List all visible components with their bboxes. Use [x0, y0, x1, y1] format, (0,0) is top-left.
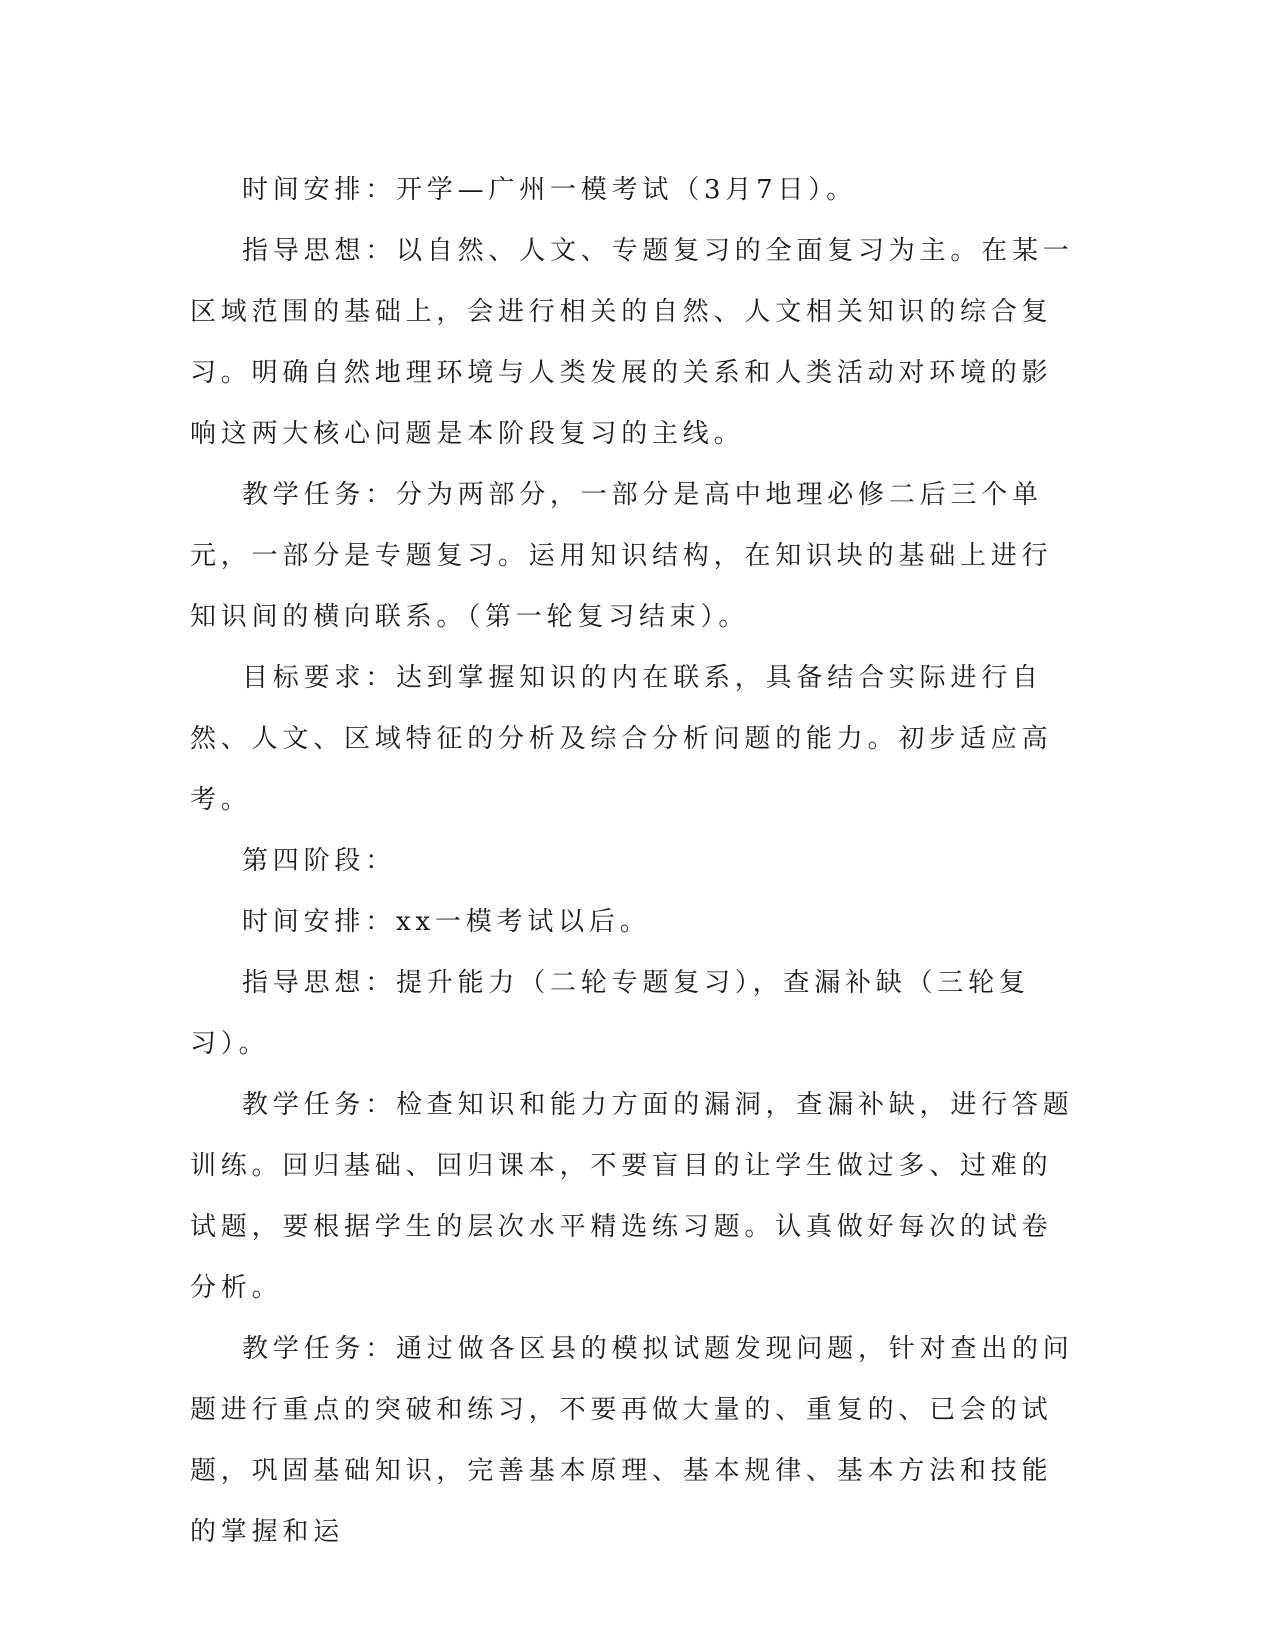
document-body: [190, 160, 1080, 1563]
paragraph-teaching-task-stage4-b: 教学任务：通过做各区县的模拟试题发现问题，针对查出的问题进行重点的突破和练习，不要再做大量的、重复的、已会的试题，巩固基础知识，完善基本原理、基本规律、基本方法和技能的掌握和运: [190, 1334, 1074, 1547]
paragraph-time-arrangement-stage4: 时间安排：xx一模考试以后。: [242, 907, 651, 937]
paragraph-guiding-idea-stage4: 指导思想：提升能力（二轮专题复习），查漏补缺（三轮复习）。: [190, 968, 1030, 1059]
paragraph-guiding-idea-stage3: 指导思想：以自然、人文、专题复习的全面复习为主。在某一区域范围的基础上，会进行相关的自然、人文相关知识的综合复习。明确自然地理环境与人类发展的关系和人类活动对环境的影响这两大核心问题是本阶段复习的主线。: [190, 236, 1074, 449]
paragraph-time-arrangement-stage3: 时间安排：开学—广州一模考试（3月7日）。: [242, 175, 857, 205]
paragraph-stage4-heading: 第四阶段：: [242, 846, 397, 876]
paragraph-goal-stage3: 目标要求：达到掌握知识的内在联系，具备结合实际进行自然、人文、区域特征的分析及综合分析问题的能力。初步适应高考。: [190, 663, 1053, 815]
paragraph-teaching-task-stage3: 教学任务：分为两部分，一部分是高中地理必修二后三个单元，一部分是专题复习。运用知识结构，在知识块的基础上进行知识间的横向联系。（第一轮复习结束）。: [190, 480, 1053, 632]
paragraph-teaching-task-stage4-a: 教学任务：检查知识和能力方面的漏洞，查漏补缺，进行答题训练。回归基础、回归课本，不要盲目的让学生做过多、过难的试题，要根据学生的层次水平精选练习题。认真做好每次的试卷分析。: [190, 1090, 1074, 1303]
